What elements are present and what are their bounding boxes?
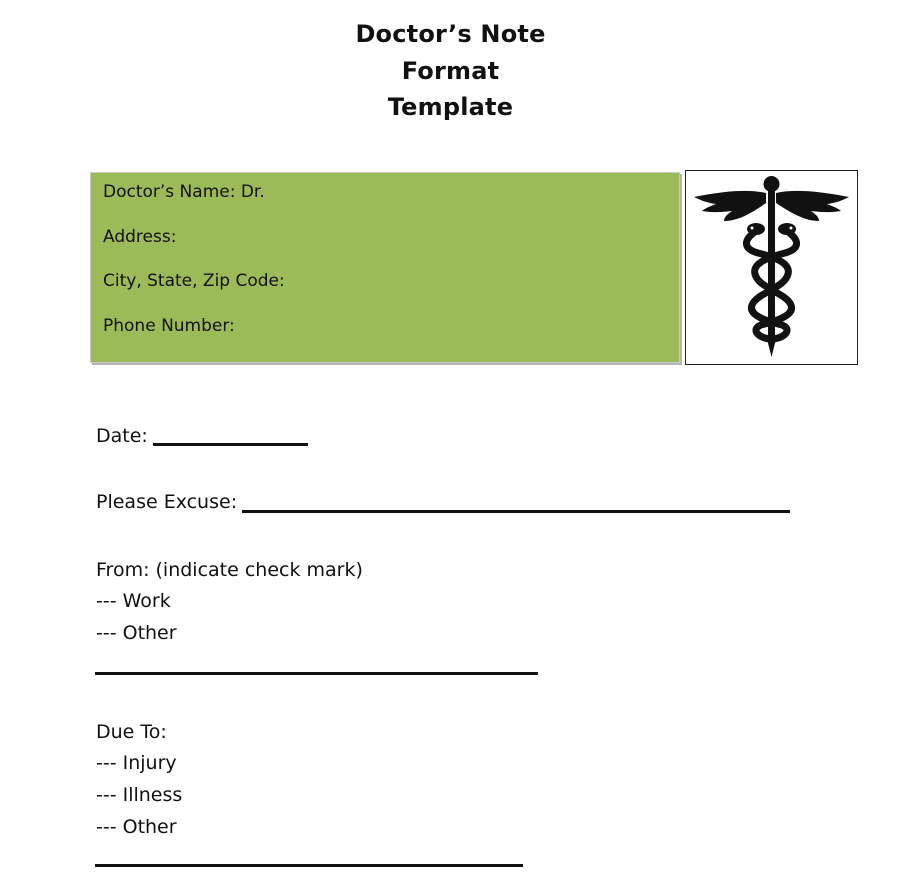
phone-number-label: Phone Number:	[103, 316, 235, 336]
medical-logo	[685, 170, 858, 365]
due-to-blank-line[interactable]	[95, 864, 523, 867]
doctor-info-box	[90, 172, 680, 363]
due-to-label: Due To:	[96, 721, 167, 743]
due-option-illness: --- Illness	[96, 784, 183, 806]
page-title-line-2: Format	[401, 57, 500, 85]
excuse-blank-line[interactable]	[242, 510, 790, 513]
from-option-work: --- Work	[96, 590, 171, 612]
due-option-other: --- Other	[96, 816, 177, 838]
excuse-label: Please Excuse:	[96, 491, 238, 513]
address-label: Address:	[103, 227, 177, 247]
doctor-name-label: Doctor’s Name: Dr.	[103, 182, 265, 202]
from-option-other: --- Other	[96, 622, 177, 644]
from-label: From: (indicate check mark)	[96, 559, 363, 581]
date-label: Date:	[96, 425, 148, 447]
caduceus-icon	[686, 171, 857, 364]
from-blank-line[interactable]	[95, 672, 538, 675]
page-title-line-3: Template	[387, 93, 514, 121]
city-state-zip-label: City, State, Zip Code:	[103, 271, 285, 291]
page-title-line-1: Doctor’s Note	[355, 20, 546, 48]
due-option-injury: --- Injury	[96, 752, 177, 774]
date-blank-line[interactable]	[153, 443, 308, 446]
